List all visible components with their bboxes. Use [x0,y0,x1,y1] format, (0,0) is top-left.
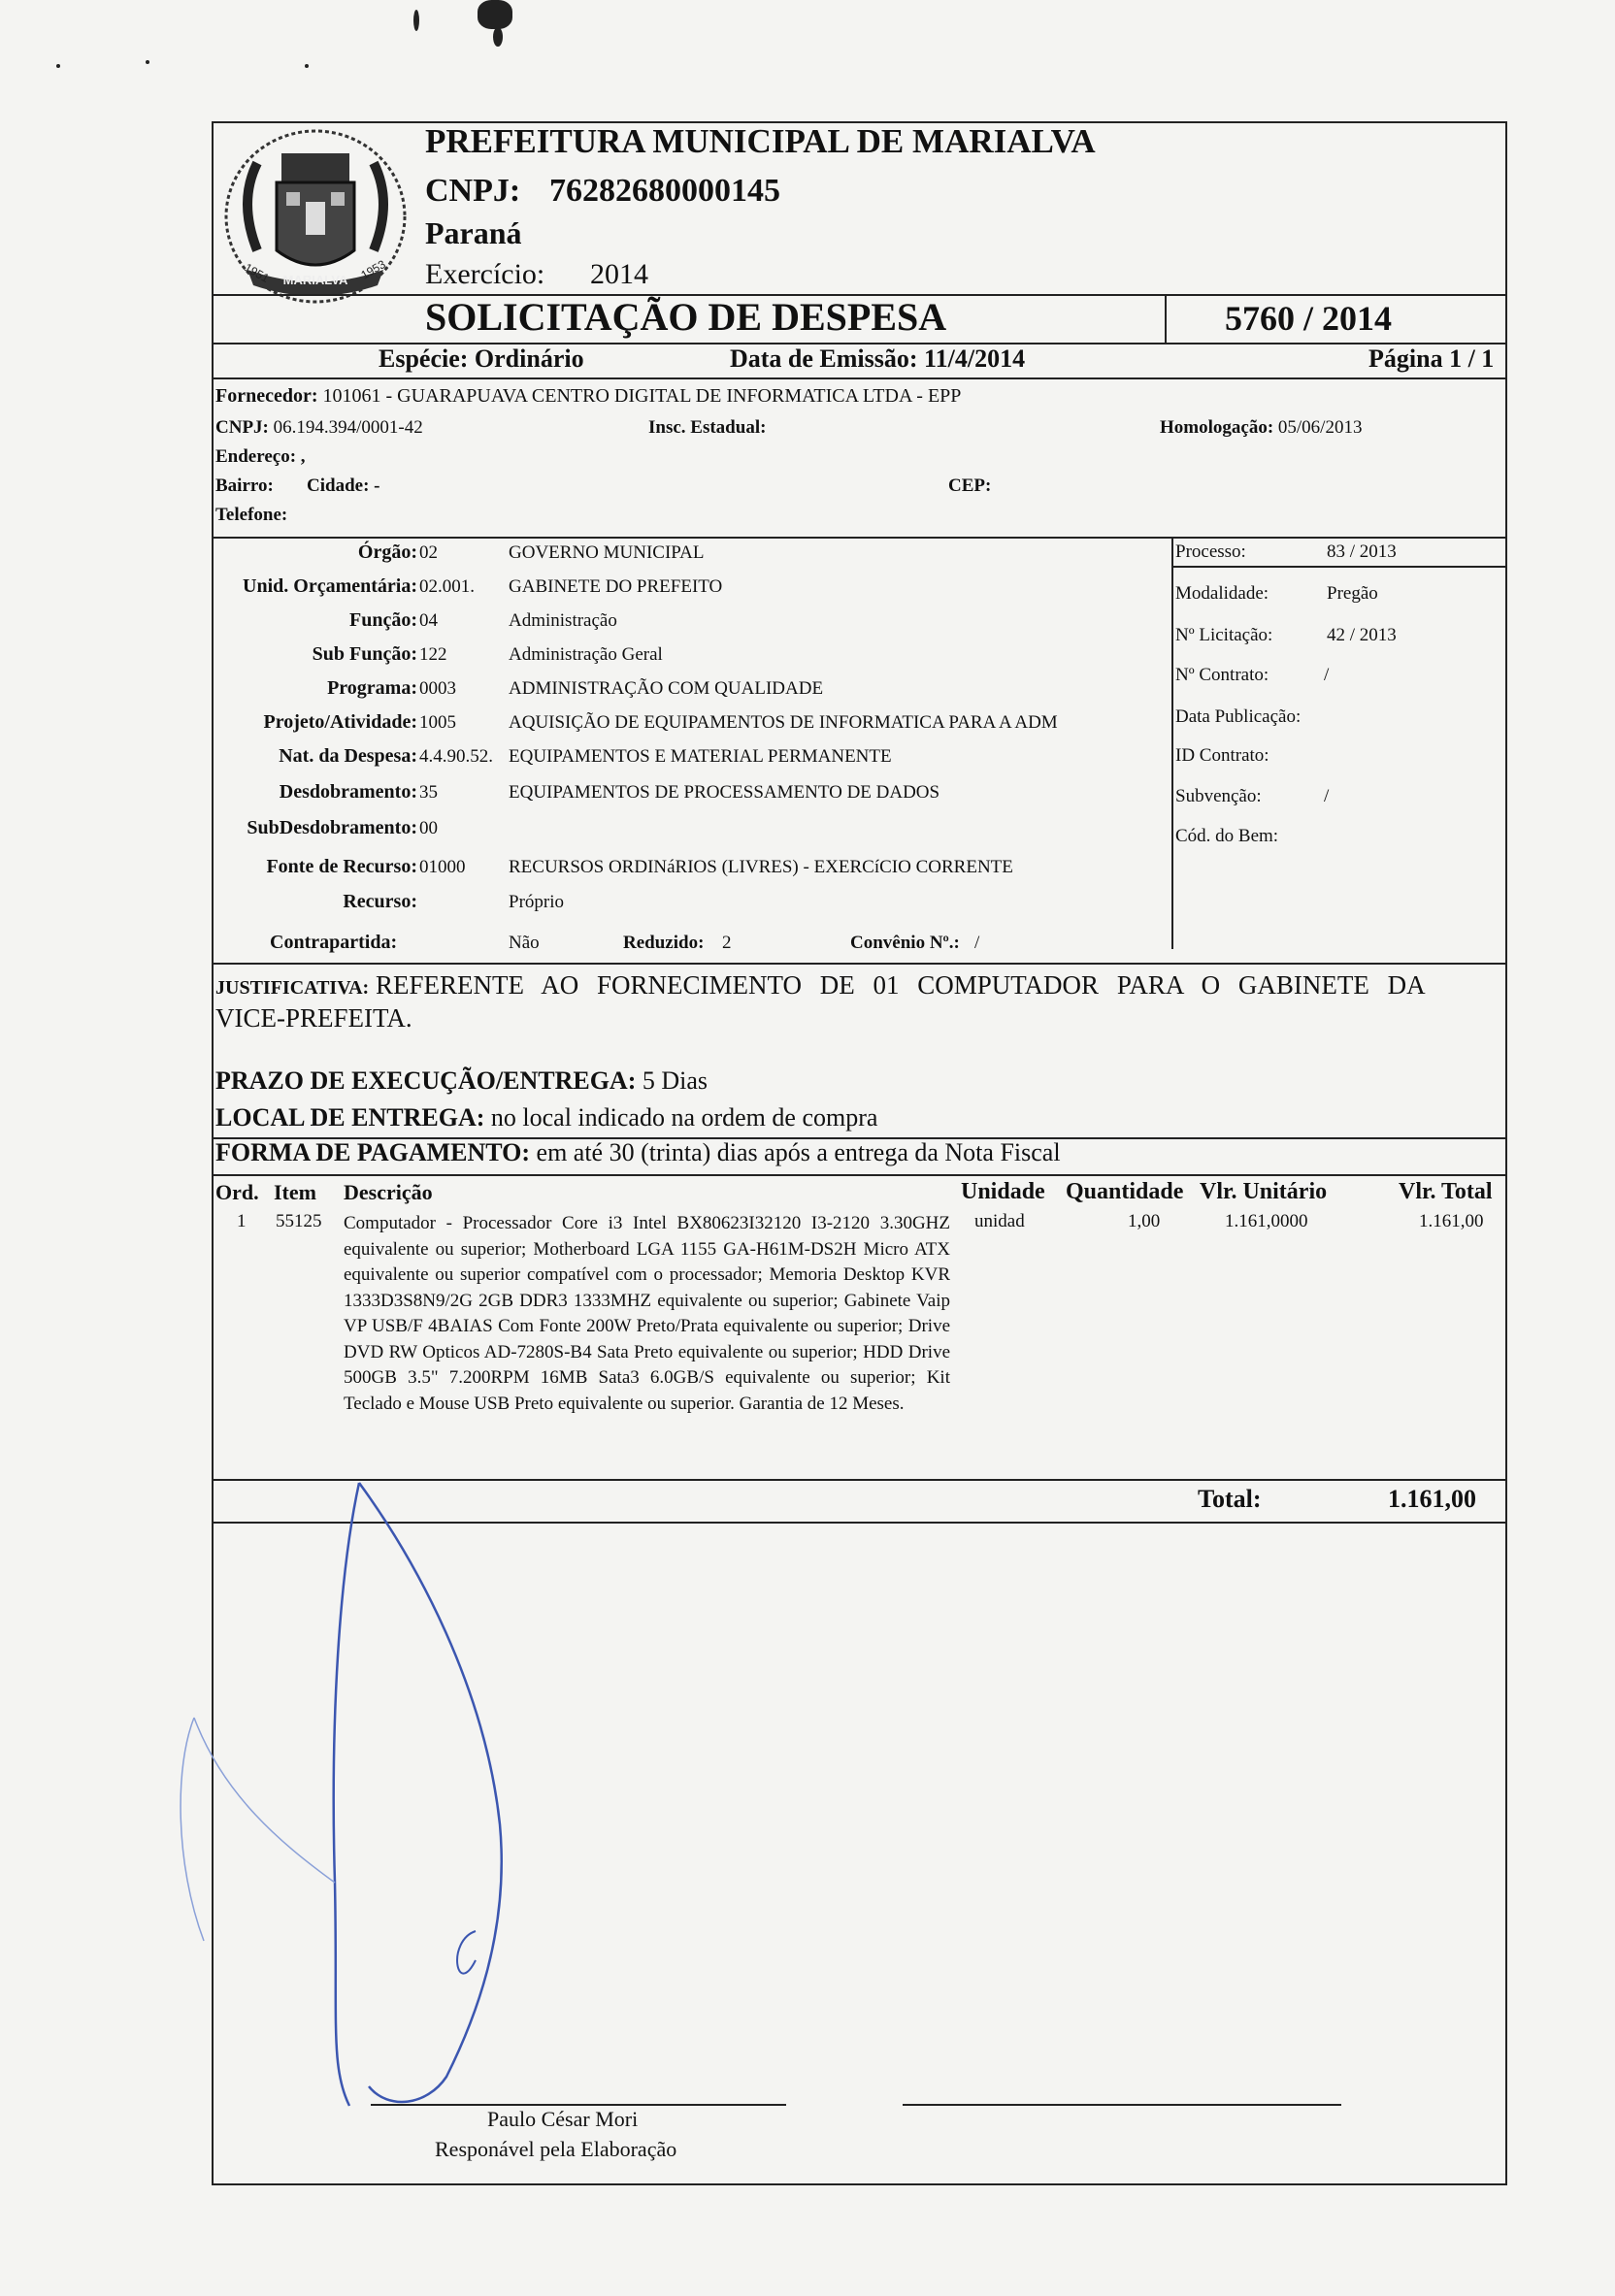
col-ord: Ord. [215,1180,259,1204]
orcamento-label: Recurso: [343,891,417,912]
prefeitura-title: PREFEITURA MUNICIPAL DE MARIALVA [425,122,1096,160]
convenio-value: / [974,933,980,953]
divider [1165,294,1167,343]
cidade-label: Cidade: - [307,476,380,496]
orcamento-code: 4.4.90.52. [419,746,493,767]
orcamento-label: Fonte de Recurso: [266,856,417,877]
total-value: 1.161,00 [1388,1485,1476,1513]
row-quantidade: 1,00 [1128,1211,1161,1231]
signature-line [903,2104,1341,2106]
especie: Espécie: Ordinário [379,344,584,373]
reduzido-label: Reduzido: [623,933,705,953]
orcamento-desc: Administração [509,610,617,631]
svg-text:MARIALVA: MARIALVA [282,273,348,287]
divider [212,537,1507,539]
homologacao-row [1160,417,1362,439]
orcamento-label: Desdobramento: [279,781,417,803]
signature-line [371,2104,786,2106]
local-value: no local indicado na ordem de compra [490,1103,878,1132]
cod-bem-label: Cód. do Bem: [1175,826,1279,846]
fornecedor-value: 101061 - GUARAPUAVA CENTRO DIGITAL DE INFORMATICA LTDA - EPP [322,385,962,407]
data-emissao: Data de Emissão: 11/4/2014 [730,344,1026,373]
reduzido-value: 2 [722,933,732,953]
row-descricao: Computador - Processador Core i3 Intel BX80623I32120 I3-2120 3.30GHZ equivalente ou superior; Motherboard LGA 1155 GA-H61M-DS2H Micro ATX equivalente ou superior compatível com o processador; Memoria Desktop KVR 1333D3S8N9/2G 2GB DDR3 1333MHZ equivalente ou superior; Gabinete Vaip VP USB/F 4BAIAS Com Fonte 200W Preto/Prata equivalente ou superior; Drive DVD RW Opticos AD-7280S-B4 Sata Preto equivalente ou superior; HDD Drive 500GB 3.5" 7.200RPM 16MB Sata3 6.0GB/S equivalente ou superior; Kit Teclado e Mouse USB Preto equivalente ou superior. Garantia de 12 Meses. [344,1213,950,1414]
orcamento-label: Sub Função: [312,643,417,665]
divider [1171,566,1507,568]
justificativa-label: JUSTIFICATIVA: [215,977,370,999]
contrato-label: Nº Contrato: [1175,665,1269,685]
orcamento-code: 00 [419,818,438,838]
licitacao-value: 42 / 2013 [1327,625,1397,645]
svg-text:1953: 1953 [358,257,388,282]
prazo-value: 5 Dias [642,1066,709,1095]
signatory-role: Responável pela Elaboração [435,2137,677,2161]
forma-row [215,1138,1061,1167]
col-vlr-unitario: Vlr. Unitário [1200,1179,1328,1204]
divider [212,1174,1507,1176]
municipal-seal-icon [218,124,412,309]
exercicio-value: 2014 [590,258,648,290]
fornecedor-row [215,385,961,408]
orcamento-desc: GABINETE DO PREFEITO [509,576,723,597]
justificativa-line2: VICE-PREFEITA. [215,1003,412,1033]
orcamento-desc: Próprio [509,892,564,912]
justificativa-line1: REFERENTE AO FORNECIMENTO DE 01 COMPUTADOR PARA O GABINETE DA [375,970,1426,1000]
justificativa-row [215,970,1426,1000]
col-descricao: Descrição [344,1180,433,1204]
orcamento-desc: RECURSOS ORDINáRIOS (LIVRES) - EXERCíCIO CORRENTE [509,857,1013,877]
id-contrato-label: ID Contrato: [1175,745,1269,766]
row-ord: 1 [237,1211,247,1231]
contrato-value: / [1324,665,1330,685]
exercicio-label: Exercício: [425,258,545,290]
modalidade-value: Pregão [1327,583,1378,604]
cep-label: CEP: [948,476,992,496]
homologacao-value: 05/06/2013 [1277,417,1363,438]
orcamento-code: 02 [419,542,438,563]
homologacao-label: Homologação: [1160,417,1274,438]
local-row [215,1103,877,1132]
state-name: Paraná [425,215,522,250]
licitacao-label: Nº Licitação: [1175,625,1273,645]
fornecedor-cnpj-value: 06.194.394/0001-42 [273,417,423,438]
orcamento-label: Função: [349,609,417,631]
orcamento-desc: GOVERNO MUNICIPAL [509,542,705,563]
row-unidade: unidad [974,1211,1025,1231]
prazo-label: PRAZO DE EXECUÇÃO/ENTREGA: [215,1066,637,1095]
fornecedor-label: Fornecedor: [215,385,318,407]
orcamento-desc: EQUIPAMENTOS DE PROCESSAMENTO DE DADOS [509,782,940,803]
col-unidade: Unidade [961,1179,1045,1204]
orcamento-code: 04 [419,610,438,631]
insc-estadual-label: Insc. Estadual: [648,417,767,438]
processo-label: Processo: [1175,541,1246,562]
orcamento-desc: ADMINISTRAÇÃO COM QUALIDADE [509,678,824,699]
modalidade-label: Modalidade: [1175,583,1269,604]
document-title: SOLICITAÇÃO DE DESPESA [425,295,947,339]
fornecedor-cnpj-label: CNPJ: [215,417,269,438]
forma-value: em até 30 (trinta) dias após a entrega da Nota Fiscal [536,1138,1061,1166]
orcamento-label: Programa: [327,677,417,699]
cnpj-value: 76282680000145 [549,173,780,209]
orcamento-desc: AQUISIÇÃO DE EQUIPAMENTOS DE INFORMATICA PARA A ADM [509,712,1058,733]
divider [212,377,1507,379]
col-vlr-total: Vlr. Total [1399,1179,1493,1204]
orcamento-label: Projeto/Atividade: [263,711,417,733]
endereco-label: Endereço: , [215,446,306,467]
cnpj-label: CNPJ: [425,173,521,209]
divider [1171,537,1173,949]
bairro-label: Bairro: [215,476,274,496]
subvencao-label: Subvenção: [1175,786,1262,806]
convenio-label: Convênio Nº.: [850,933,960,953]
orcamento-code: 122 [419,644,447,665]
orcamento-desc: EQUIPAMENTOS E MATERIAL PERMANENTE [509,746,892,767]
contrapartida-label: Contrapartida: [270,932,398,953]
row-item: 55125 [276,1211,322,1231]
local-label: LOCAL DE ENTREGA: [215,1103,485,1132]
col-item: Item [274,1180,316,1204]
orcamento-code: 1005 [419,712,456,733]
signatory-name: Paulo César Mori [487,2107,639,2131]
processo-value: 83 / 2013 [1327,541,1397,562]
orcamento-code: 02.001. [419,576,475,597]
contrapartida-value: Não [509,933,540,953]
divider [212,963,1507,965]
row-vlr-unitario: 1.161,0000 [1225,1211,1308,1231]
svg-text:1951: 1951 [242,260,272,285]
publicacao-label: Data Publicação: [1175,706,1302,727]
orcamento-label: Unid. Orçamentária: [243,575,417,597]
orcamento-code: 0003 [419,678,456,699]
orcamento-label: Nat. da Despesa: [279,745,417,767]
orcamento-code: 01000 [419,857,466,877]
orcamento-label: SubDesdobramento: [247,817,417,838]
document-number: 5760 / 2014 [1225,299,1393,338]
orcamento-code: 35 [419,782,438,803]
telefone-label: Telefone: [215,505,288,525]
subvencao-value: / [1324,786,1330,806]
orcamento-label: Órgão: [357,541,417,563]
col-quantidade: Quantidade [1066,1179,1184,1204]
orcamento-desc: Administração Geral [509,644,663,665]
total-label: Total: [1198,1485,1262,1513]
pagina: Página 1 / 1 [1368,344,1495,373]
fornecedor-cnpj-row [215,417,423,439]
forma-label: FORMA DE PAGAMENTO: [215,1138,531,1166]
signature-icon [165,1475,786,2116]
row-vlr-total: 1.161,00 [1419,1211,1484,1231]
prazo-row [215,1066,708,1096]
